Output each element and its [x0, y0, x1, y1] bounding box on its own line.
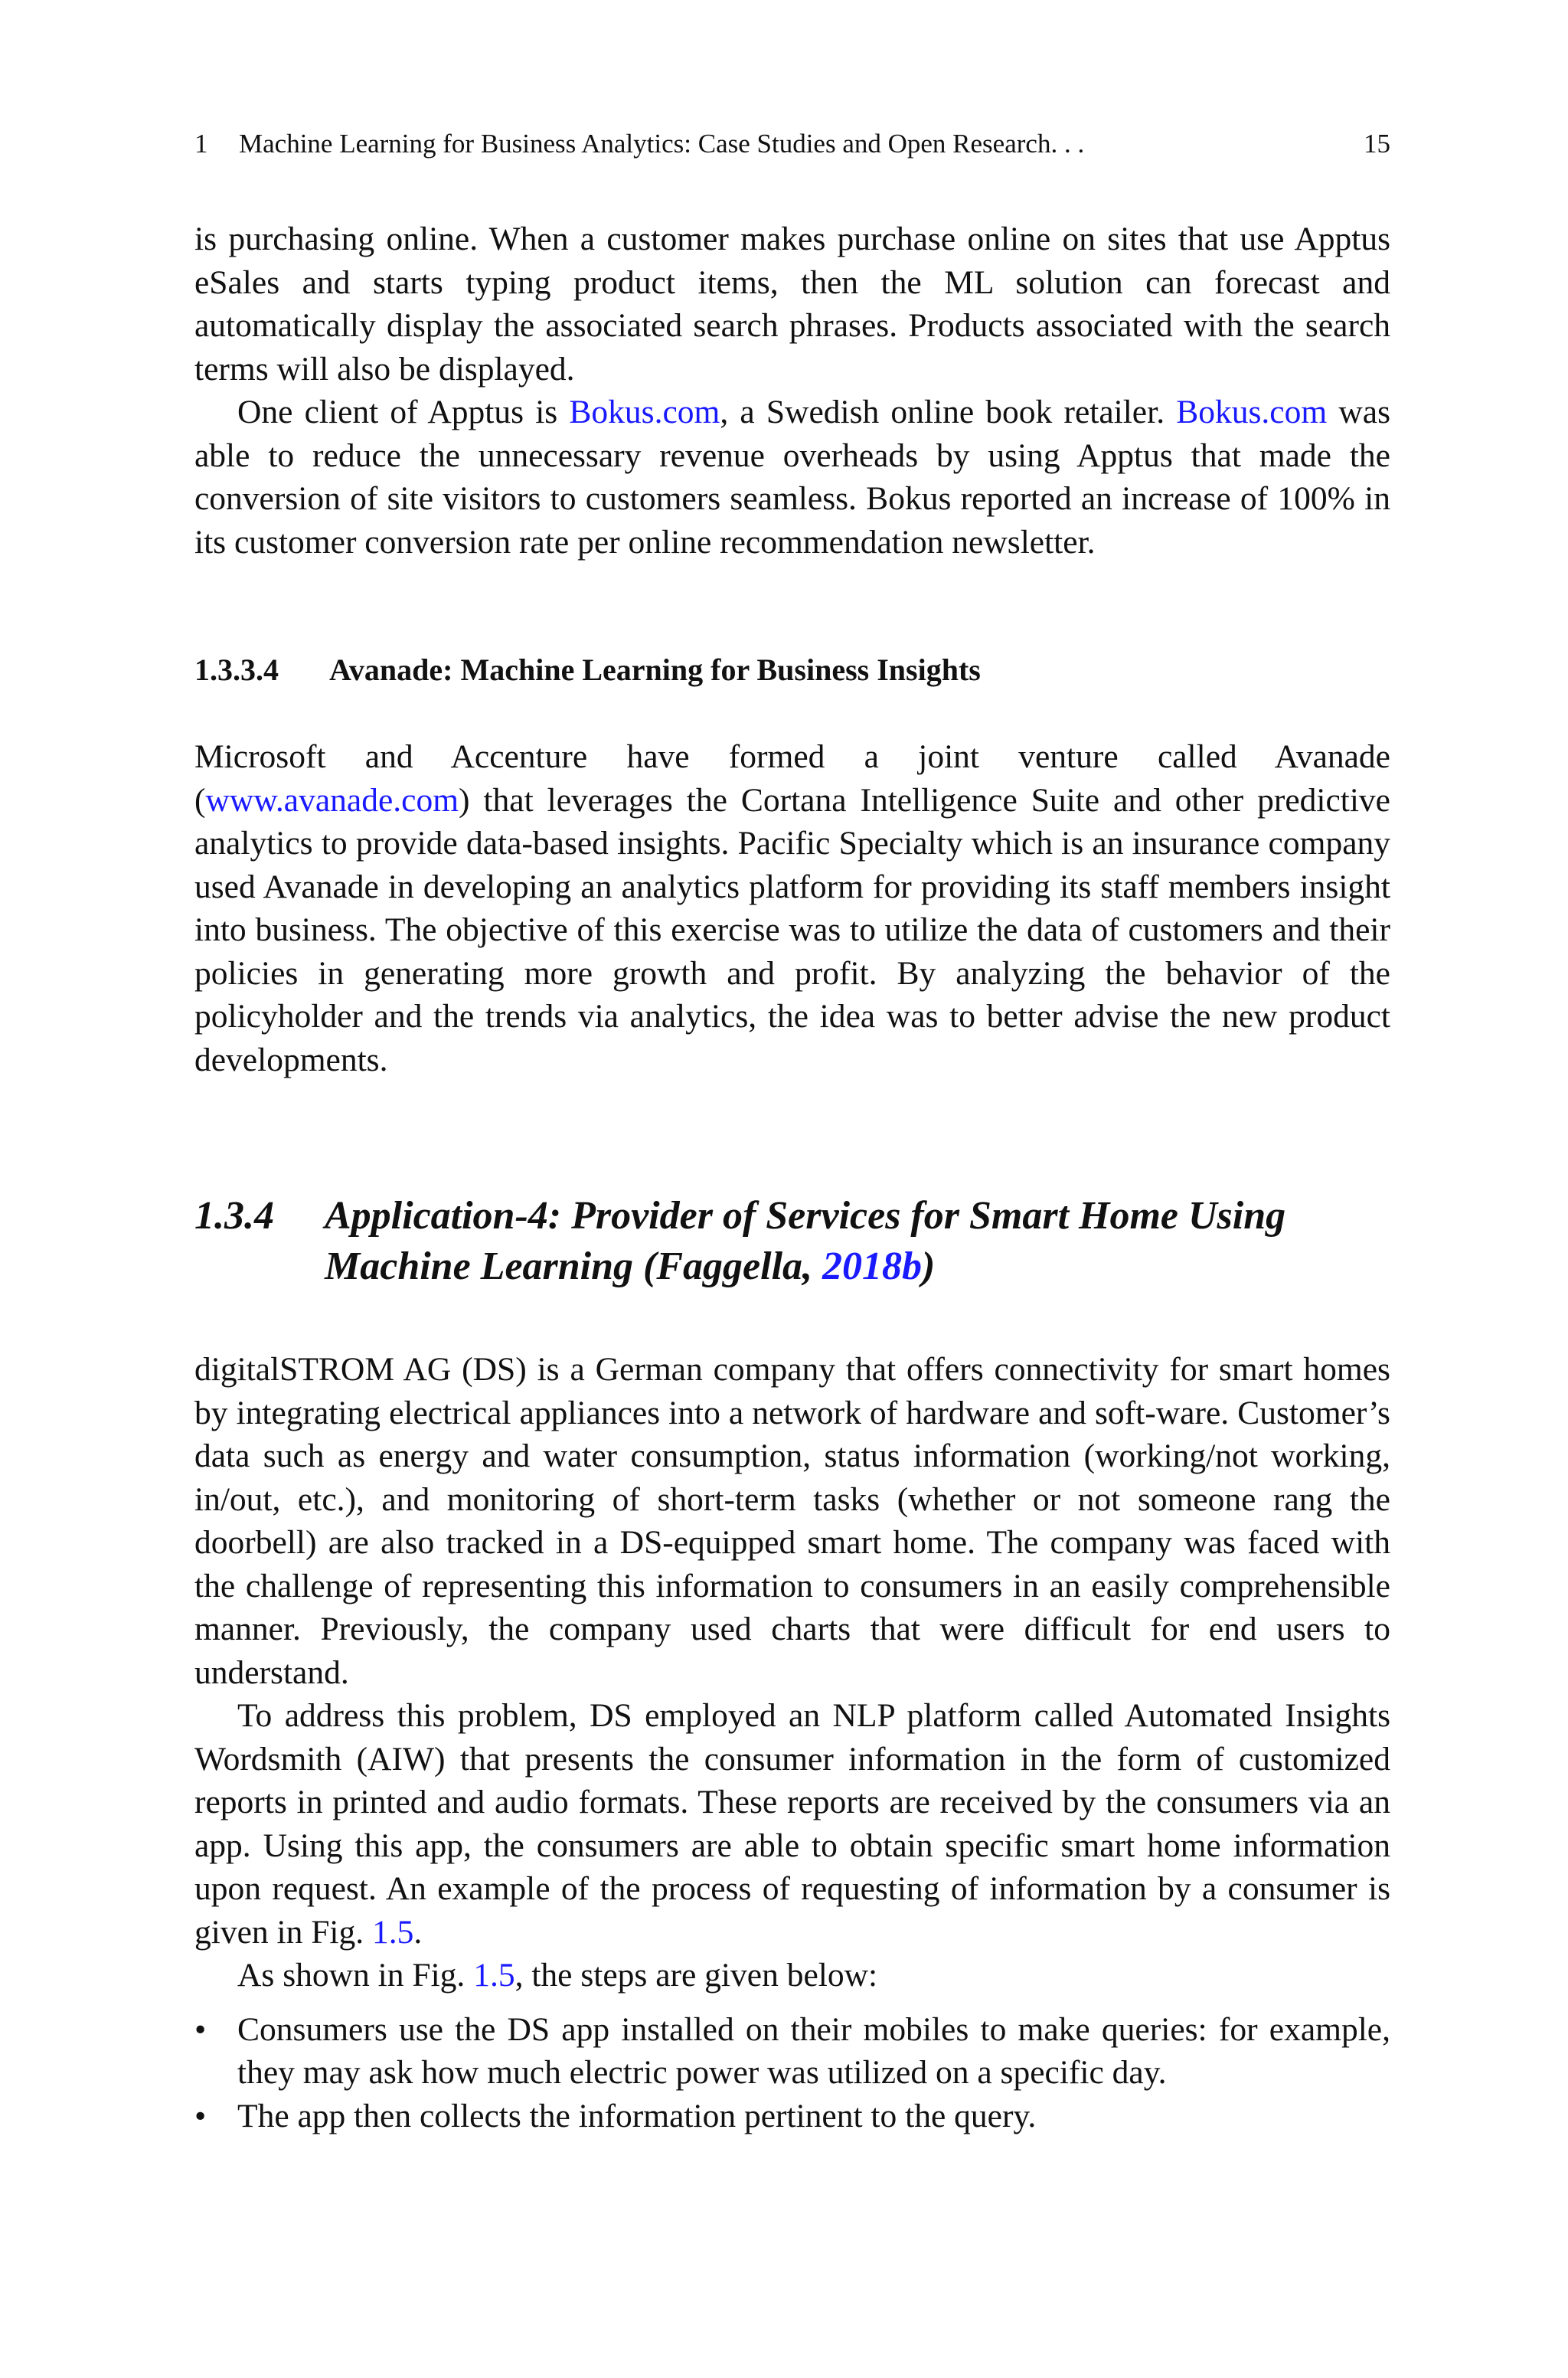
page-number: 15 — [1364, 129, 1390, 159]
title-text: ) — [922, 1245, 936, 1288]
paragraph-steps-intro — [194, 1954, 1390, 1997]
text-run: was able to reduce the unnecessary revenue overheads by using Apptus that made the conversion of site visitors to customers seamless. Bokus reported an increase of 100% in its customer conversion rate per online recommendation newsletter. — [194, 394, 1391, 561]
running-head-title — [194, 127, 1084, 161]
running-head — [194, 127, 1390, 161]
text-run: . — [413, 1913, 423, 1951]
citation-link-2018b[interactable]: 2018b — [822, 1245, 923, 1288]
section-title — [325, 1191, 1390, 1292]
paragraph-avanade — [194, 735, 1390, 1081]
section-heading-1-3-3-4 — [194, 651, 1390, 689]
section-title: Avanade: Machine Learning for Business Insights — [329, 653, 981, 687]
avanade-paragraph-block — [194, 735, 1390, 1081]
list-item — [194, 2095, 1390, 2138]
text-run: , the steps are given below: — [514, 1957, 878, 1994]
digitalstrom-paragraphs — [194, 1348, 1390, 2138]
text-run: To address this problem, DS employed an NLP platform called Automated Insights Wordsmith (AIW) that presents the consumer information in the form of customized reports in printed and audio formats. These reports are received by the consumers via an app. Using this app, the consumers are able to obtain specific smart home information upon request. An example of the process of requesting of information by a consumer is given in Fig. — [194, 1697, 1390, 1951]
section-number: 1.3.3.4 — [194, 653, 279, 687]
title-text: Application-4: Provider of Services for Smart Home Using Machine Learning (Faggella, — [325, 1194, 1286, 1288]
paragraph-aiw — [194, 1694, 1390, 1954]
bullet-icon: • — [194, 2097, 207, 2134]
figure-link-1-5[interactable]: 1.5 — [372, 1913, 414, 1951]
text-run: , a Swedish online book retailer. — [720, 394, 1177, 430]
paragraph-bokus — [194, 391, 1390, 564]
list-item — [194, 2008, 1390, 2095]
paragraph-digitalstrom: digitalSTROM AG (DS) is a German company that offers connectivity for smart homes by integrating electrical appliances into a network of hardware and soft-ware. Customer’s data such as energy and water consumption, status information (working/not working, in/out, etc.), and monitoring of short-term tasks (whether or not someone rang the doorbell) are also tracked in a DS-equipped smart home. The company was faced with the challenge of representing this information to consumers in an easily comprehensible manner. Previously, the company used charts that were difficult for end users to understand. — [194, 1351, 1390, 1691]
section-heading-1-3-4 — [194, 1191, 1390, 1292]
avanade-link[interactable]: www.avanade.com — [205, 781, 459, 819]
chapter-title: Machine Learning for Business Analytics: Case Studies and Open Research. . . — [239, 129, 1085, 159]
list-item-text: The app then collects the information pertinent to the query. — [237, 2097, 1037, 2134]
text-run: One client of Apptus is — [237, 394, 570, 430]
list-item-text: Consumers use the DS app installed on their mobiles to make queries: for example, they may ask how much electric power was utilized on a specific day. — [237, 2010, 1390, 2091]
chapter-number: 1 — [194, 129, 208, 159]
text-run: As shown in Fig. — [237, 1957, 474, 1994]
steps-list — [194, 2008, 1390, 2138]
section-1-3-4 — [194, 1191, 1390, 1292]
top-paragraphs — [194, 218, 1390, 564]
bokus-link-1[interactable]: Bokus.com — [569, 394, 720, 430]
section-1-3-3-4 — [194, 651, 1390, 689]
figure-link-1-5[interactable]: 1.5 — [473, 1957, 515, 1994]
bullet-icon: • — [194, 2010, 207, 2048]
paragraph-continued: is purchasing online. When a customer makes purchase online on sites that use Apptus eSales and starts typing product items, then the ML solution can forecast and automatically display the associated search phrases. Products associated with the search terms will also be displayed. — [194, 221, 1390, 388]
text-run: ) that leverages the Cortana Intelligence Suite and other predictive analytics to provide data-based insights. Pacific Specialty which is an insurance company used Avanade in developing an analytics platform for providing its staff members insight into business. The objective of this exercise was to utilize the data of customers and their policies in generating more growth and profit. By analyzing the behavior of the policyholder and the trends via analytics, the idea was to better advise the new product developments. — [194, 781, 1390, 1078]
bokus-link-2[interactable]: Bokus.com — [1176, 394, 1328, 430]
text-run: Microsoft and Accenture have formed a joint venture called Avanade ( — [194, 738, 1390, 819]
section-number: 1.3.4 — [194, 1194, 274, 1238]
